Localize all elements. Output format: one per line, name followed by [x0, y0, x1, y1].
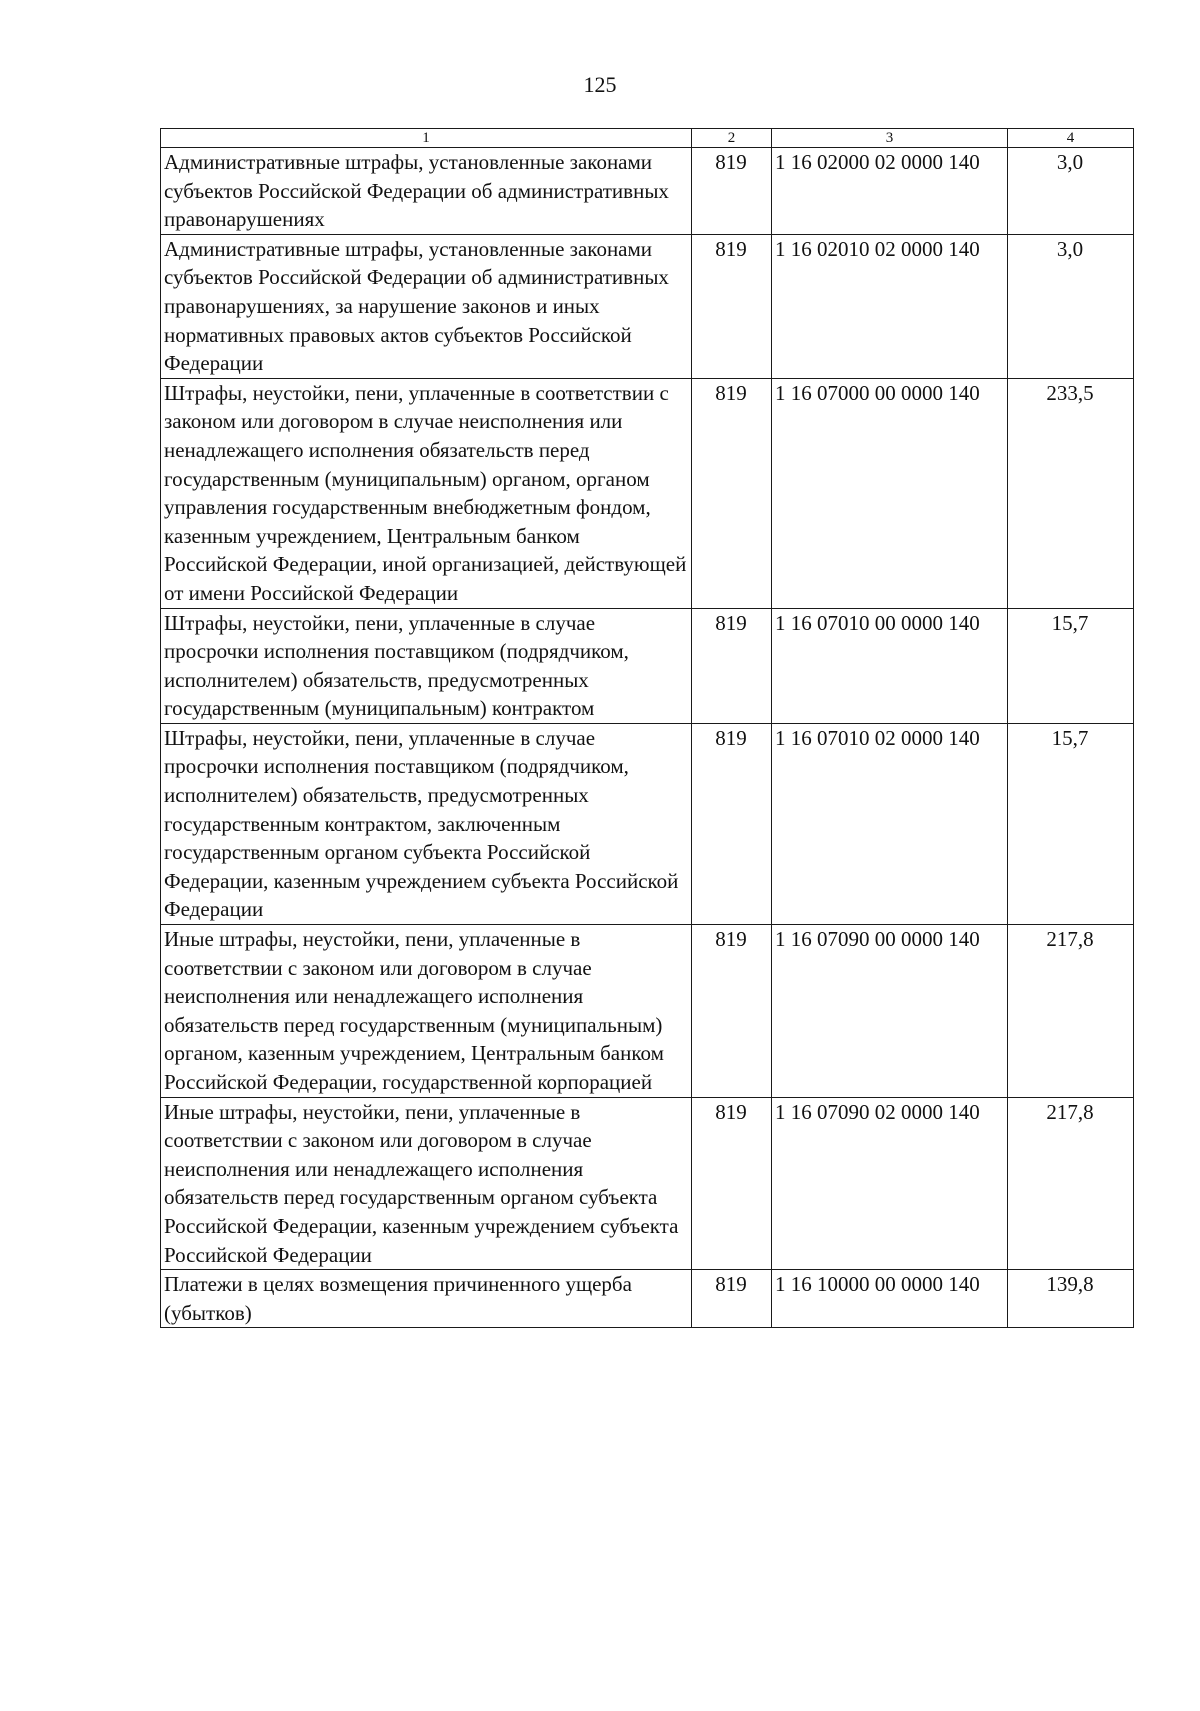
- table-row: [161, 925, 1134, 1098]
- row-amount: 15,7: [1008, 723, 1134, 924]
- row-budget-code: 1 16 07000 00 0000 140: [772, 378, 1008, 608]
- row-amount: 3,0: [1008, 148, 1134, 235]
- row-name: Платежи в целях возмещения причиненного ущерба (убытков): [161, 1270, 692, 1328]
- row-admin-code: 819: [692, 925, 772, 1098]
- column-header-2: 2: [692, 129, 772, 148]
- row-admin-code: 819: [692, 234, 772, 378]
- row-name: Административные штрафы, установленные законами субъектов Российской Федерации об административных правонарушениях, за нарушение законов и иных нормативных правовых актов субъектов Российской Федерации: [161, 234, 692, 378]
- table-row: [161, 234, 1134, 378]
- revenue-table: [160, 128, 1134, 1328]
- row-amount: 217,8: [1008, 925, 1134, 1098]
- row-admin-code: 819: [692, 723, 772, 924]
- row-admin-code: 819: [692, 1270, 772, 1328]
- page-number: 125: [583, 72, 617, 97]
- row-name: Штрафы, неустойки, пени, уплаченные в случае просрочки исполнения поставщиком (подрядчиком, исполнителем) обязательств, предусмотренных государственным контрактом, заключенным государственным органом субъекта Российской Федерации, казенным учреждением субъекта Российской Федерации: [161, 723, 692, 924]
- row-name: Штрафы, неустойки, пени, уплаченные в случае просрочки исполнения поставщиком (подрядчиком, исполнителем) обязательств, предусмотренных государственным (муниципальным) контрактом: [161, 608, 692, 723]
- table-row: [161, 723, 1134, 924]
- row-budget-code: 1 16 07090 00 0000 140: [772, 925, 1008, 1098]
- row-admin-code: 819: [692, 1097, 772, 1270]
- column-header-1: 1: [161, 129, 692, 148]
- row-budget-code: 1 16 07010 00 0000 140: [772, 608, 1008, 723]
- row-budget-code: 1 16 07010 02 0000 140: [772, 723, 1008, 924]
- row-admin-code: 819: [692, 148, 772, 235]
- table-row: [161, 608, 1134, 723]
- row-amount: 233,5: [1008, 378, 1134, 608]
- table-header-row: [161, 129, 1134, 148]
- row-admin-code: 819: [692, 608, 772, 723]
- column-header-3: 3: [772, 129, 1008, 148]
- table-row: [161, 1270, 1134, 1328]
- row-name: Штрафы, неустойки, пени, уплаченные в соответствии с законом или договором в случае неисполнения или ненадлежащего исполнения обязательств перед государственным (муниципальным) органом, органом управления государственным внебюджетным фондом, казенным учреждением, Центральным банком Российской Федерации, иной организацией, действующей от имени Российской Федерации: [161, 378, 692, 608]
- row-amount: 217,8: [1008, 1097, 1134, 1270]
- table-row: [161, 378, 1134, 608]
- row-name: Иные штрафы, неустойки, пени, уплаченные в соответствии с законом или договором в случае неисполнения или ненадлежащего исполнения обязательств перед государственным органом субъекта Российской Федерации, казенным учреждением субъекта Российской Федерации: [161, 1097, 692, 1270]
- row-budget-code: 1 16 10000 00 0000 140: [772, 1270, 1008, 1328]
- column-header-4: 4: [1008, 129, 1134, 148]
- table-row: [161, 148, 1134, 235]
- row-amount: 15,7: [1008, 608, 1134, 723]
- table-row: [161, 1097, 1134, 1270]
- row-name: Административные штрафы, установленные законами субъектов Российской Федерации об административных правонарушениях: [161, 148, 692, 235]
- row-budget-code: 1 16 02010 02 0000 140: [772, 234, 1008, 378]
- row-amount: 139,8: [1008, 1270, 1134, 1328]
- row-budget-code: 1 16 07090 02 0000 140: [772, 1097, 1008, 1270]
- row-amount: 3,0: [1008, 234, 1134, 378]
- row-name: Иные штрафы, неустойки, пени, уплаченные в соответствии с законом или договором в случае неисполнения или ненадлежащего исполнения обязательств перед государственным (муниципальным) органом, казенным учреждением, Центральным банком Российской Федерации, государственной корпорацией: [161, 925, 692, 1098]
- row-budget-code: 1 16 02000 02 0000 140: [772, 148, 1008, 235]
- row-admin-code: 819: [692, 378, 772, 608]
